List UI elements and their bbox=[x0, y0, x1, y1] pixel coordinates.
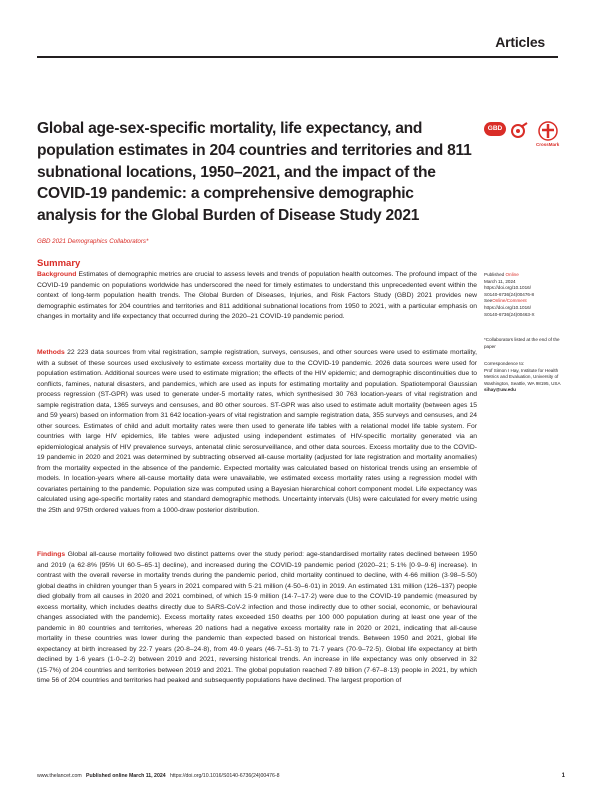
methods-text: 22 223 data sources from vital registration, sample registration, surveys, censuses, and other sources were used to estimate mortality, with a subset of these sources used exclusively to estimate excess mortality due to the COVID-19 pandemic. 2026 data sources were used for population estimation. Additional sources were used to estimate migration; the effects of the HIV epidemic; and demographic discontinuities due to conflicts, famines, natural disasters, and pandemics, which are used as inputs for estimating mortality and population. Spatiotemporal Gaussian process regression (ST-GPR) was used to generate under-5 mortality rates, which synthesised 30 763 location-years of vital registration and sample registration data, 1365 surveys and censuses, and 80 other sources. ST-GPR was also used to estimate adult mortality (between ages 15 and 59 years) based on information from 31 642 location-years of vital registration and sample registration data, 355 surveys and censuses, and 24 other sources. Estimates of child and adult mortality rates were then used to generate life tables with a relational model life table system. For countries with large HIV epidemics, life tables were adjusted using independent estimates of HIV-specific mortality generated via an epidemiological analysis of HIV prevalence surveys, antenatal clinic serosurveillance, and other data sources. Excess mortality due to the COVID-19 pandemic in 2020 and 2021 was determined by subtracting observed all-cause mortality (adjusted for late registration and mortality anomalies) from the mortality expected in the absence of the pandemic. Expected mortality was calculated based on historical trends using an ensemble of models. In location-years where all-cause mortality data were unavailable, we estimated excess mortality rates using a regression model with covariates pertaining to the pandemic. Population size was computed using a Bayesian hierarchical cohort component model. Life expectancy was calculated using age-specific mortality rates and standard demographic methods. Uncertainty intervals (UIs) were calculated for every metric using the 25th and 975th ordered values from a 1000-draw posterior distribution. bbox=[37, 349, 477, 514]
footer-published: Published online March 11, 2024 bbox=[86, 773, 166, 779]
badge-group bbox=[484, 122, 564, 152]
crossmark-icon[interactable] bbox=[537, 120, 559, 142]
correspondence-name: Prof Simon I Hay, Institute for Health Metrics and Evaluation, University of Washington, Seattle, WA 98195, USA bbox=[484, 367, 561, 386]
findings-label: Findings bbox=[37, 551, 66, 558]
header-rule bbox=[37, 56, 558, 58]
article-title: Global age-sex-specific mortality, life expectancy, and population estimates in 204 countries and territories and 811 subnational locations, 1950–2021, and the impact of the COVID-19 pandemic: a comprehensive demographic analysis for the Global Burden of Disease Study 2021 bbox=[37, 120, 472, 225]
see-label: See bbox=[484, 298, 493, 304]
methods-label: Methods bbox=[37, 349, 65, 356]
doi-link-comment-suffix[interactable]: S0140-6736(24)00463-X bbox=[484, 311, 535, 317]
author-line[interactable]: GBD 2021 Demographics Collaborators* bbox=[37, 238, 149, 245]
correspondence-email[interactable]: sihay@uw.edu bbox=[484, 387, 516, 393]
published-label: Published bbox=[484, 272, 505, 277]
summary-heading: Summary bbox=[37, 258, 81, 269]
page-footer bbox=[37, 773, 565, 779]
correspondence-label: Correspondence to: bbox=[484, 361, 525, 366]
findings-text: Global all-cause mortality followed two distinct patterns over the study period: age-standardised mortality rates declined between 1950 and 2019 (a 62·8% [95% UI 60·5–65·1] decline), and increased during the COVID-19 pandemic period (2020–21; 5·1% [0·9–9·6] increase). In contrast with the overall reverse in mortality trends during the pandemic period, child mortality continued to decline, with 4·66 million (3·98–5·50) global deaths in children younger than 5 years in 2021 compared with 5·21 million (4·50–6·01) in 2019. An estimated 131 million (126–137) people died globally from all causes in 2020 and 2021 combined, of which 15·9 million (14·7–17·2) were due to the COVID-19 pandemic (measured by excess mortality, which includes deaths directly due to SARS-CoV-2 infection and those indirectly due to other social, economic, or behavioural changes associated with the pandemic). Excess mortality rates exceeded 150 deaths per 100 000 population during at least one year of the pandemic in 80 countries and territories, whereas 20 nations had a negative excess mortality rate in 2020 or 2021, indicating that all-cause mortality in these countries was lower during the pandemic than expected based on historical trends. Between 1950 and 2021, global life expectancy at birth increased by 22·7 years (20·8–24·8), from 49·0 years (46·7–51·3) to 71·7 years (70·9–72·5). Global life expectancy at birth declined by 1·6 years (1·0–2·2) between 2019 and 2021, reversing historical trends. An increase in life expectancy was only observed in 32 (15·7%) of 204 countries and territories between 2019 and 2021. The global population reached 7·89 billion (7·67–8·13) people in 2021, by which time 56 of 204 countries and territories had peaked and subsequently populations have declined. The largest proportion of bbox=[37, 551, 477, 684]
published-date: March 11, 2024 bbox=[484, 278, 516, 284]
methods-paragraph bbox=[37, 348, 477, 516]
footer-doi[interactable]: https://doi.org/10.1016/S0140-6736(24)00476-8 bbox=[169, 773, 280, 779]
correspondence bbox=[484, 361, 562, 394]
background-paragraph bbox=[37, 270, 477, 323]
doi-link-article-suffix[interactable]: S0140-6736(24)00476-8 bbox=[484, 291, 535, 297]
background-label: Background bbox=[37, 271, 77, 278]
see-status: Online/Comment bbox=[492, 298, 527, 304]
footer-site[interactable]: www.thelancet.com bbox=[37, 773, 82, 779]
published-status: Online bbox=[505, 272, 519, 277]
crossmark-label: CrossMark bbox=[536, 142, 560, 147]
open-access-icon bbox=[511, 122, 529, 138]
publication-info bbox=[484, 272, 562, 318]
page-number: 1 bbox=[561, 773, 565, 779]
findings-paragraph bbox=[37, 550, 477, 687]
collaborators-note: *Collaborators listed at the end of the paper bbox=[484, 337, 560, 349]
section-heading: Articles bbox=[495, 34, 545, 50]
background-text: Estimates of demographic metrics are crucial to assess levels and trends of population health outcomes. The profound impact of the COVID-19 pandemic on populations worldwide has underscored the need for timely estimates to understand this unprecedented event within the context of long-term population health trends. The Global Burden of Diseases, Injuries, and Risk Factors Study (GBD) 2021 provides new demographic estimates for 204 countries and territories and 811 additional subnational locations from 1950 to 2021, with a particular emphasis on changes in mortality and life expectancy that occurred during the 2020–21 COVID-19 pandemic period. bbox=[37, 271, 477, 320]
doi-link-article[interactable]: https://doi.org/10.1016/ bbox=[484, 285, 531, 291]
gbd-badge: GBD bbox=[484, 122, 506, 136]
doi-link-comment[interactable]: https://doi.org/10.1016/ bbox=[484, 304, 531, 310]
